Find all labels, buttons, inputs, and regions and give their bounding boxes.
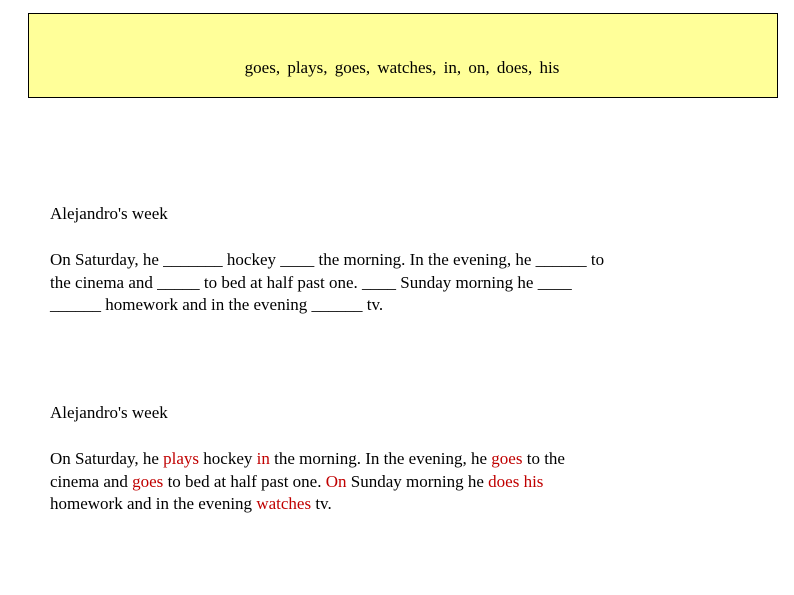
answer-word: plays bbox=[163, 449, 200, 468]
answer-word: does his bbox=[488, 471, 544, 491]
answer-text: to bed at half past one. bbox=[163, 471, 326, 491]
answer-paragraph bbox=[50, 448, 750, 516]
exercise-line: On Saturday, he _______ hockey ____ the morning. In the evening, he ______ to bbox=[50, 250, 605, 269]
word-bank-box bbox=[28, 13, 778, 98]
answer-text: homework and in the evening bbox=[50, 494, 257, 513]
answer-line bbox=[50, 448, 750, 471]
word-bank-text: goes, plays, goes, watches, in, on, does, his bbox=[244, 58, 560, 77]
exercise-line: the cinema and _____ to bed at half past one. ____ Sunday morning he ____ bbox=[50, 272, 572, 292]
answer-section bbox=[50, 403, 750, 516]
answer-text: Sunday morning he bbox=[346, 471, 489, 491]
exercise-line: ______ homework and in the evening ______ tv. bbox=[50, 295, 384, 314]
answer-word: watches bbox=[256, 494, 312, 513]
exercise-title: Alejandro's week bbox=[50, 204, 168, 223]
answer-text: cinema and bbox=[50, 471, 133, 491]
answer-word: in bbox=[256, 449, 270, 468]
answer-word: On bbox=[325, 471, 347, 491]
answer-line bbox=[50, 493, 750, 516]
answer-text: the morning. In the evening, he bbox=[269, 449, 492, 468]
answer-text: to the bbox=[522, 449, 565, 468]
answer-word: goes bbox=[491, 449, 523, 468]
answer-title: Alejandro's week bbox=[50, 403, 168, 422]
answer-line bbox=[50, 471, 750, 494]
answer-text: On Saturday, he bbox=[50, 449, 164, 468]
answer-word: goes bbox=[132, 471, 164, 491]
answer-text: hockey bbox=[199, 449, 257, 468]
exercise-paragraph bbox=[50, 249, 750, 317]
exercise-section bbox=[50, 204, 750, 317]
answer-text: tv. bbox=[311, 494, 332, 513]
